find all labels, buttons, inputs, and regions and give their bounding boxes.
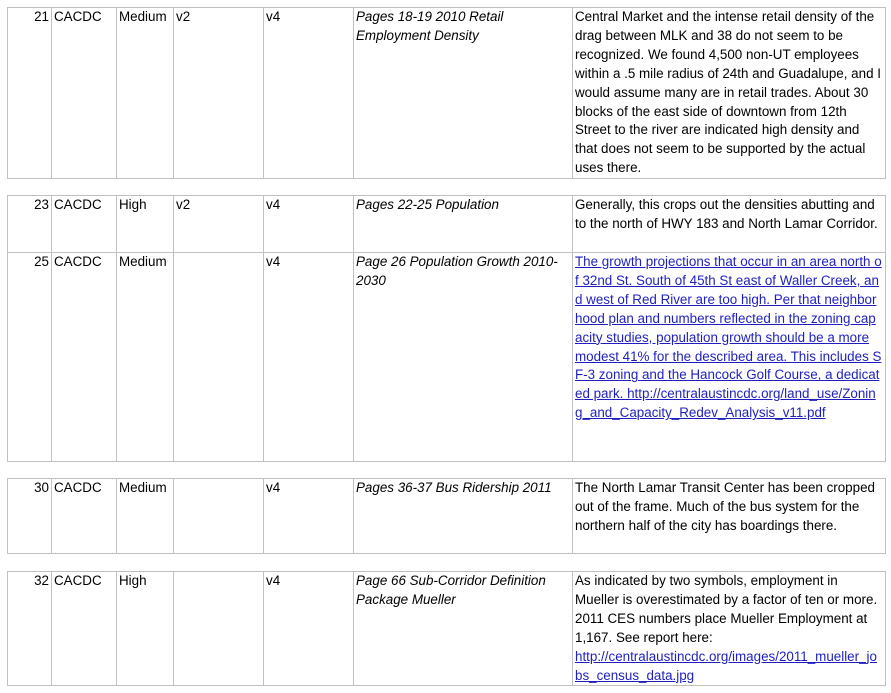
priority: High (117, 196, 174, 253)
version-a: v2 (174, 8, 264, 179)
organization: CACDC (52, 8, 117, 179)
page-reference: Page 66 Sub-Corridor Definition Package Mueller (354, 572, 573, 686)
version-b: v4 (264, 253, 354, 462)
priority: Medium (117, 479, 174, 554)
comment-link[interactable]: http://centralaustincdc.org/images/2011_mueller_jobs_census_data.jpg (575, 648, 877, 683)
comment: Generally, this crops out the densities abutting and to the north of HWY 183 and North Lamar Corridor. (573, 196, 886, 253)
page-reference: Page 26 Population Growth 2010-2030 (354, 253, 573, 462)
comment-table-1 (7, 7, 886, 179)
table-row (8, 479, 886, 554)
comment (573, 572, 886, 686)
comment-text: As indicated by two symbols, employment in Mueller is overestimated by a factor of ten or more. 2011 CES numbers place Mueller Employment at 1,167. See report here: (575, 573, 878, 645)
version-b: v4 (264, 572, 354, 686)
row-number: 23 (8, 196, 52, 253)
version-a (174, 479, 264, 554)
comment-table-4 (7, 571, 886, 686)
row-number: 32 (8, 572, 52, 686)
page-reference: Pages 22-25 Population (354, 196, 573, 253)
version-b: v4 (264, 479, 354, 554)
version-a (174, 253, 264, 462)
organization: CACDC (52, 572, 117, 686)
comment-table-2 (7, 195, 886, 462)
version-a (174, 572, 264, 686)
priority: Medium (117, 8, 174, 179)
table-row (8, 196, 886, 253)
version-b: v4 (264, 8, 354, 179)
comment-link[interactable]: The growth projections that occur in an area north of 32nd St. South of 45th St east of Waller Creek, and west of Red River are too high. Per that neighborhood plan and numbers reflected in the zoning capacity studies, population growth should be a more modest 41% for the described area. This includes SF-3 zoning and the Hancock Golf Course, a dedicated park. http://centralaustincdc.org/land_use/Zoning_and_Capacity_Redev_Analysis_v11.pdf (575, 254, 882, 421)
table-row (8, 8, 886, 179)
comment (573, 253, 886, 462)
comment: The North Lamar Transit Center has been cropped out of the frame. Much of the bus system for the northern half of the city has boardings there. (573, 479, 886, 554)
comment-table-3 (7, 478, 886, 554)
table-row (8, 572, 886, 686)
organization: CACDC (52, 253, 117, 462)
page-reference: Pages 36-37 Bus Ridership 2011 (354, 479, 573, 554)
comment: Central Market and the intense retail density of the drag between MLK and 38 do not seem to be recognized. We found 4,500 non-UT employees within a .5 mile radius of 24th and Guadalupe, and I would assume many are in retail trades. About 30 blocks of the east side of downtown from 12th Street to the river are indicated high density and that does not seem to be supported by the actual uses there. (573, 8, 886, 179)
organization: CACDC (52, 479, 117, 554)
version-b: v4 (264, 196, 354, 253)
organization: CACDC (52, 196, 117, 253)
table-row (8, 253, 886, 462)
row-number: 21 (8, 8, 52, 179)
priority: Medium (117, 253, 174, 462)
row-number: 25 (8, 253, 52, 462)
version-a: v2 (174, 196, 264, 253)
row-number: 30 (8, 479, 52, 554)
page-reference: Pages 18-19 2010 Retail Employment Density (354, 8, 573, 179)
priority: High (117, 572, 174, 686)
